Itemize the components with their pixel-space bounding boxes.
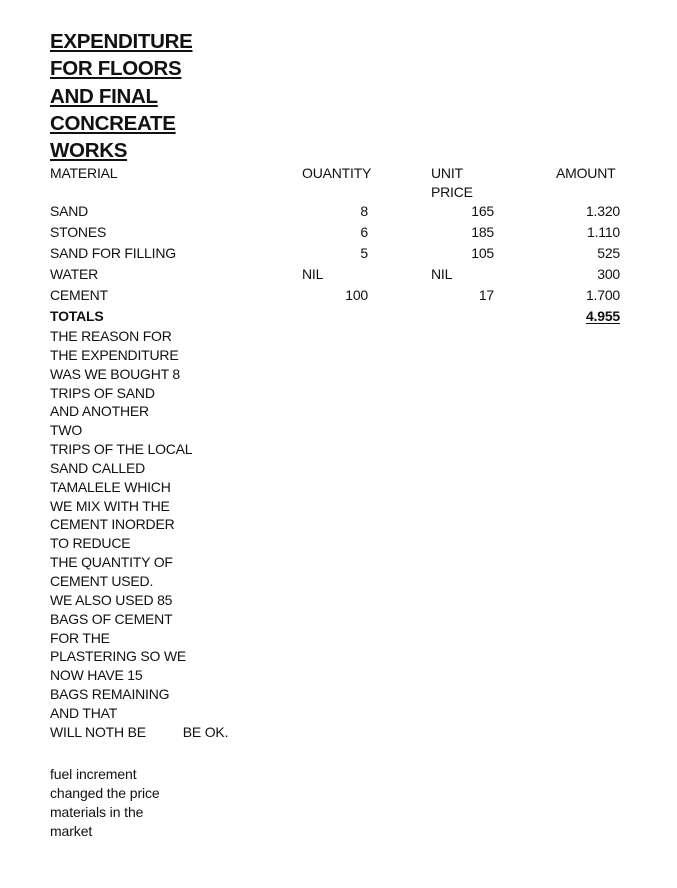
header-quantity: OUANTITY — [302, 165, 372, 181]
note-line: fuel increment — [50, 766, 137, 782]
text-line: AND ANOTHER — [50, 403, 149, 420]
text-line: WAS WE BOUGHT 8 — [50, 365, 181, 382]
cell-unit-price: 17 — [478, 287, 494, 303]
text-line: FOR THE — [50, 629, 110, 646]
text-line: PLASTERING SO WE — [50, 648, 187, 665]
cell-material: SAND FOR FILLING — [50, 245, 176, 261]
cell-amount: 300 — [597, 266, 620, 282]
text-line: NOW HAVE 15 — [50, 667, 143, 684]
title-line: AND FINAL — [50, 84, 158, 108]
cell-unit-price: 105 — [471, 245, 494, 261]
cell-quantity: 6 — [360, 224, 368, 240]
explanation-text — [50, 327, 228, 742]
totals-label: TOTALS — [50, 308, 104, 324]
cell-quantity: 5 — [360, 245, 368, 261]
header-material: MATERIAL — [50, 165, 118, 181]
cell-amount: 1.700 — [585, 287, 620, 303]
note-line: market — [50, 822, 93, 839]
text-line: TO REDUCE — [50, 535, 131, 552]
text-line: WILL NOTH BE BE OK. — [50, 723, 229, 740]
header-unit-price: UNIT — [431, 165, 463, 181]
document-title — [50, 28, 193, 164]
cell-quantity: 100 — [345, 287, 368, 303]
cell-amount: 1.320 — [585, 203, 620, 219]
text-line: THE QUANTITY OF — [50, 554, 173, 571]
text-line: TRIPS OF THE LOCAL — [50, 441, 193, 458]
note-text — [50, 765, 160, 840]
header-unit-price-line2: PRICE — [431, 184, 473, 200]
totals-amount: 4.955 — [585, 308, 620, 324]
cell-unit-price: NIL — [431, 266, 453, 282]
cell-unit-price: 165 — [471, 203, 494, 219]
header-amount: AMOUNT — [556, 165, 616, 181]
text-line: AND THAT — [50, 704, 118, 721]
text-line: TAMALELE WHICH — [50, 478, 171, 495]
text-line: CEMENT INORDER — [50, 516, 175, 533]
text-line: BAGS REMAINING — [50, 686, 170, 703]
title-line: WORKS — [50, 139, 128, 163]
text-line: SAND CALLED — [50, 459, 146, 476]
cell-material: SAND — [50, 203, 89, 219]
cell-material: WATER — [50, 266, 98, 282]
note-line: changed the price — [50, 784, 160, 801]
text-line: WE ALSO USED 85 — [50, 591, 173, 608]
note-line: materials in the — [50, 803, 144, 820]
cell-unit-price: 185 — [471, 224, 494, 240]
title-line: FOR FLOORS — [50, 57, 182, 81]
text-line: CEMENT USED. — [50, 572, 154, 589]
cell-material: CEMENT — [50, 287, 108, 303]
cell-quantity: 8 — [360, 203, 368, 219]
text-line: TWO — [50, 422, 83, 439]
text-line: BAGS OF CEMENT — [50, 610, 173, 627]
text-line: THE EXPENDITURE — [50, 346, 179, 363]
text-line: THE REASON FOR — [50, 328, 172, 344]
text-line: WE MIX WITH THE — [50, 497, 170, 514]
cell-amount: 1.110 — [587, 224, 620, 240]
cell-material: STONES — [50, 224, 107, 240]
text-line: TRIPS OF SAND — [50, 384, 155, 401]
cell-quantity: NIL — [302, 266, 324, 282]
title-line: EXPENDITURE — [50, 30, 193, 53]
title-line: CONCREATE — [50, 111, 176, 135]
cell-amount: 525 — [597, 245, 620, 261]
